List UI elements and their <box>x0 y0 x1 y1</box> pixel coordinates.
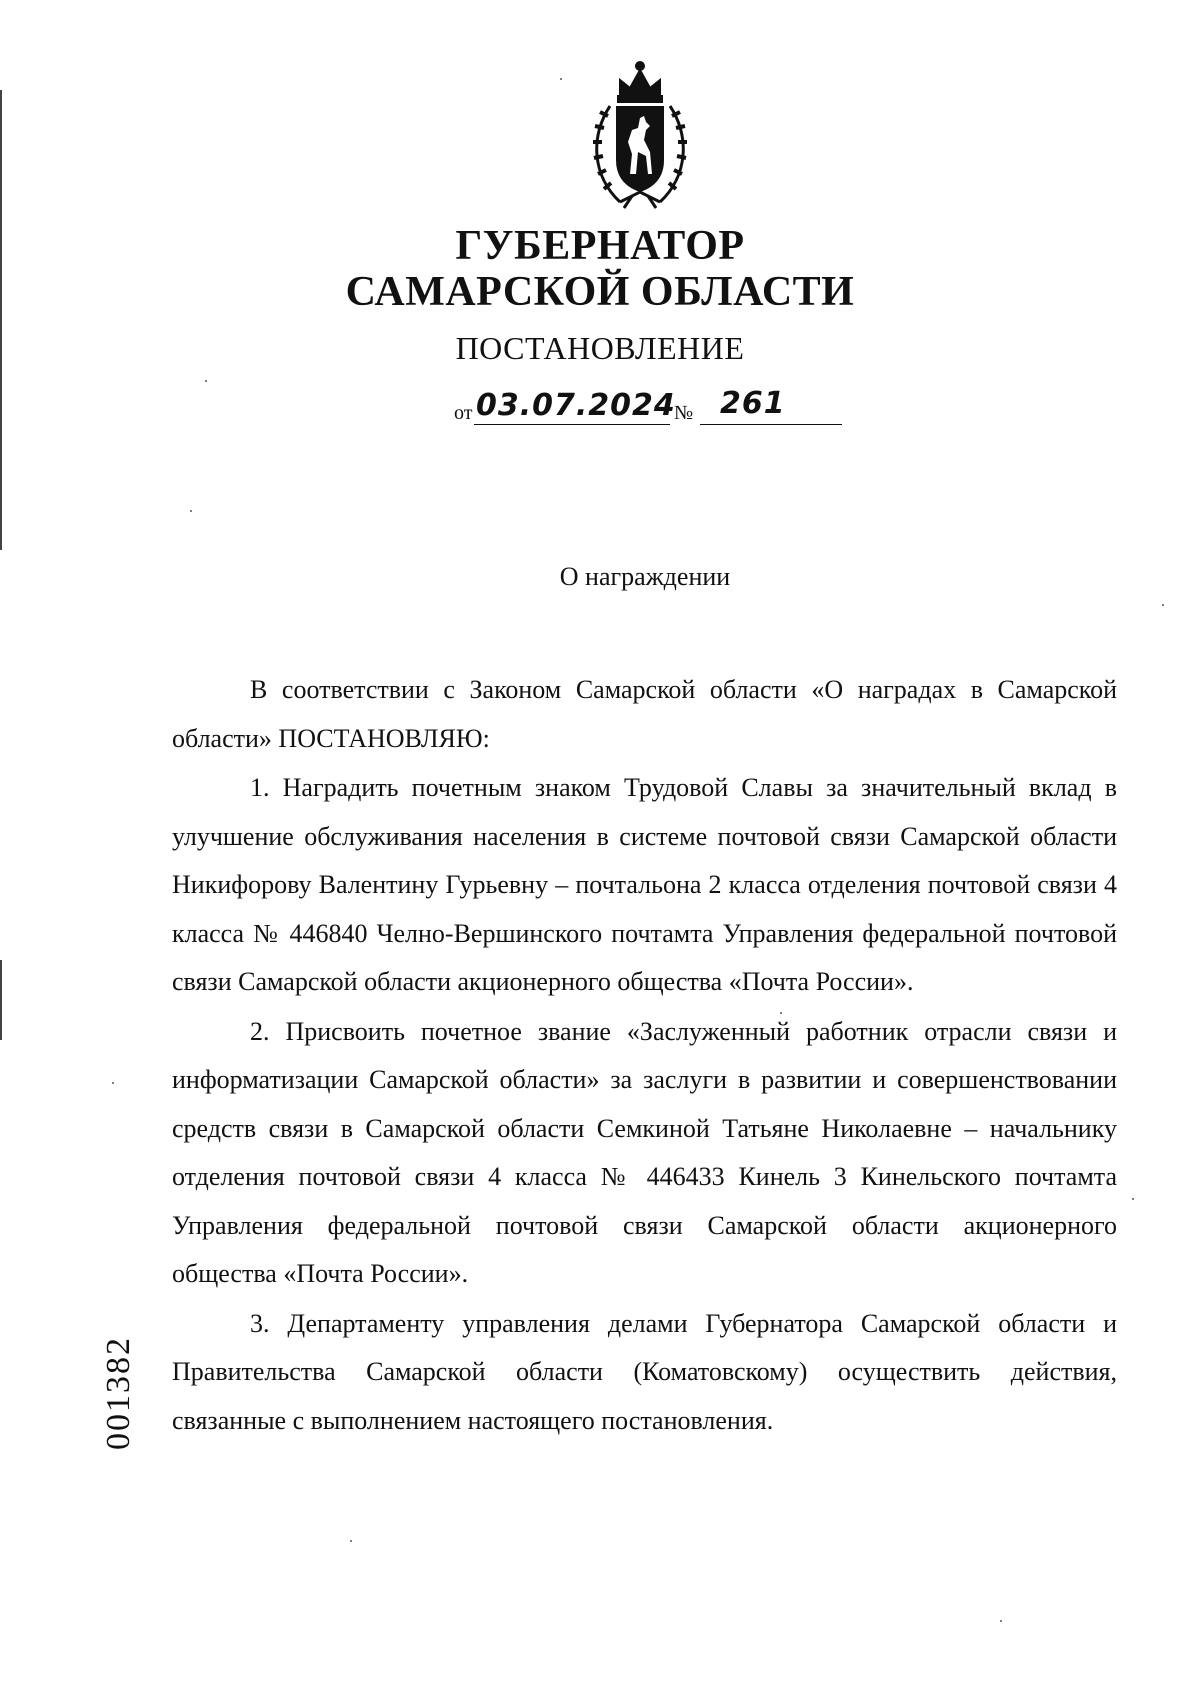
document-body <box>172 666 1117 1445</box>
item-2-paragraph: 2. Присвоить почетное звание «Заслуженный работник отрасли связи и информатизации Самарской области» за заслуги в развитии и совершенствовании средств связи в Самарской области Семкиной Татьяне Николаевне – начальнику отделения почтовой связи 4 класса № 446433 Кинель 3 Кинельского почтамта Управления федеральной почтовой связи Самарской области акционерного общества «Почта России». <box>172 1016 1117 1288</box>
title-line-2: САМАРСКОЙ ОБЛАСТИ <box>345 269 855 315</box>
scan-edge-bottom <box>0 960 2 1040</box>
document-type: ПОСТАНОВЛЕНИЕ <box>455 330 745 366</box>
scan-speck <box>1162 604 1164 606</box>
number-underline <box>700 424 842 425</box>
document-subject: О награждении <box>559 562 731 591</box>
scan-speck <box>190 510 192 512</box>
date-label: от <box>454 402 473 424</box>
scan-speck <box>1132 1198 1134 1200</box>
scan-speck <box>350 1540 352 1542</box>
date-underline <box>474 424 670 425</box>
preamble-paragraph: В соответствии с Законом Самарской области «О наградах в Самарской области» ПОСТАНОВЛЯЮ: <box>172 675 1117 753</box>
scan-speck <box>205 380 207 382</box>
date-number-line <box>0 388 1200 428</box>
scan-speck <box>1000 1620 1002 1622</box>
item-1-paragraph: 1. Наградить почетным знаком Трудовой Славы за значительный вклад в улучшение обслуживания населения в системе почтовой связи Самарской области Никифорову Валентину Гурьевну – почтальона 2 класса отделения почтовой связи 4 класса № 446840 Челно-Вершинского почтамта Управления федеральной почтовой связи Самарской области акционерного общества «Почта России». <box>172 773 1117 996</box>
title-line-1: ГУБЕРНАТОР <box>455 223 745 269</box>
side-registration-number: 001382 <box>100 1336 137 1450</box>
scan-speck <box>780 1012 782 1014</box>
scan-edge-top <box>0 90 2 550</box>
document-number: 261 <box>720 386 786 421</box>
scan-speck <box>560 78 562 80</box>
item-3-paragraph: 3. Департаменту управления делами Губернатора Самарской области и Правительства Самарской области (Коматовскому) осуществить действия, связанные с выполнением настоящего постановления. <box>172 1308 1117 1435</box>
number-label: № <box>674 402 694 424</box>
samara-coat-of-arms-icon <box>580 56 700 212</box>
document-date: 03.07.2024 <box>476 388 676 423</box>
scan-speck <box>112 1082 114 1084</box>
